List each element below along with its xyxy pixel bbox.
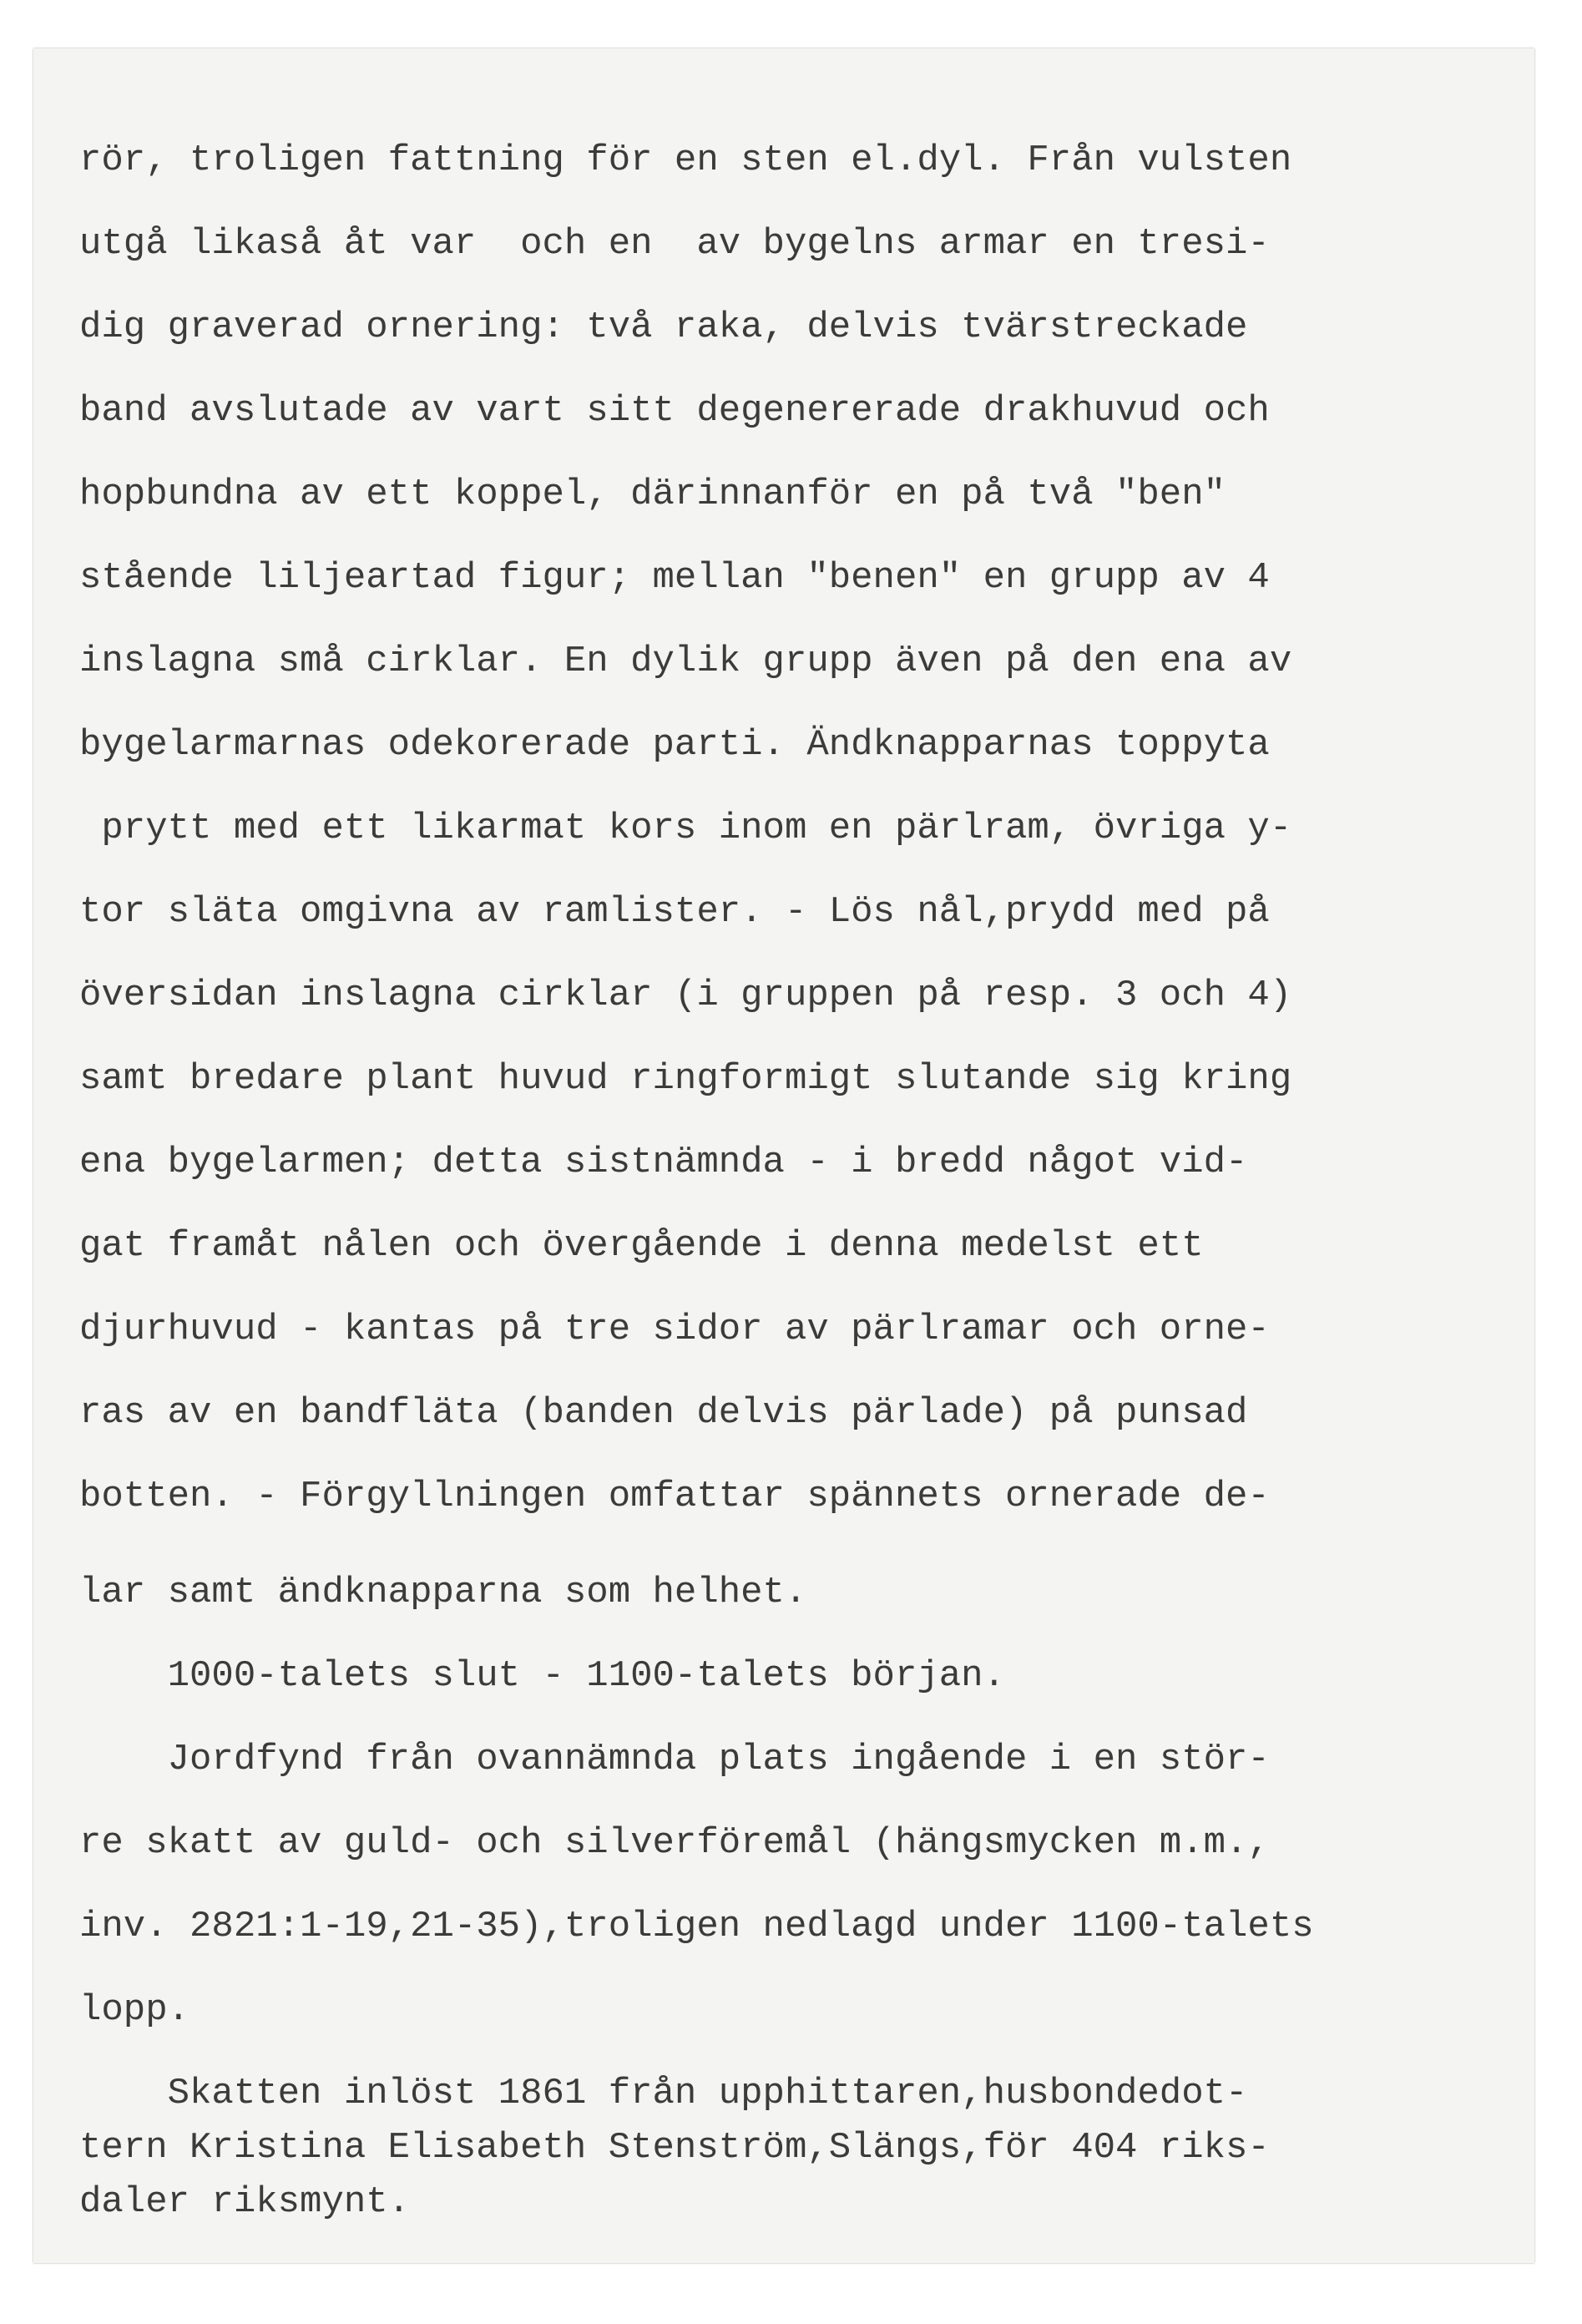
text-line: gat framåt nålen och övergående i denna medelst ett (79, 1225, 1204, 1267)
text-line: stående liljeartad figur; mellan "benen" en grupp av 4 (79, 557, 1270, 599)
text-line: 1000-talets slut - 1100-talets början. (79, 1655, 1005, 1697)
text-line: rör, troligen fattning för en sten el.dyl. Från vulsten (79, 139, 1292, 181)
text-line: botten. - Förgyllningen omfattar spännets ornerade de- (79, 1476, 1270, 1517)
text-line: bygelarmarnas odekorerade parti. Ändknapparnas toppyta (79, 724, 1270, 766)
text-line: ras av en bandfläta (banden delvis pärlade) på punsad (79, 1392, 1248, 1434)
text-line: re skatt av guld- och silverföremål (hängsmycken m.m., (79, 1822, 1270, 1864)
text-line: översidan inslagna cirklar (i gruppen på resp. 3 och 4) (79, 975, 1292, 1016)
text-line: band avslutade av vart sitt degenererade drakhuvud och (79, 390, 1270, 432)
text-line: dig graverad ornering: två raka, delvis tvärstreckade (79, 306, 1248, 348)
text-line: samt bredare plant huvud ringformigt slutande sig kring (79, 1058, 1292, 1100)
text-line: lar samt ändknapparna som helhet. (79, 1572, 807, 1613)
text-line: inv. 2821:1-19,21-35),troligen nedlagd under 1100-talets (79, 1906, 1314, 1947)
text-line: daler riksmynt. (79, 2181, 411, 2223)
text-line: djurhuvud - kantas på tre sidor av pärlramar och orne- (79, 1309, 1270, 1350)
text-line: ena bygelarmen; detta sistnämnda - i bredd något vid- (79, 1142, 1248, 1183)
text-line: Skatten inlöst 1861 från upphittaren,husbondedot- (79, 2073, 1248, 2114)
text-line: hopbundna av ett koppel, därinnanför en på två "ben" (79, 473, 1226, 515)
text-line: utgå likaså åt var och en av bygelns armar en tresi- (79, 223, 1270, 265)
text-line: tern Kristina Elisabeth Stenström,Slängs,för 404 riks- (79, 2127, 1270, 2169)
text-line: prytt med ett likarmat kors inom en pärlram, övriga y- (79, 808, 1292, 849)
text-line: Jordfynd från ovannämnda plats ingående i en stör- (79, 1739, 1270, 1780)
text-line: tor släta omgivna av ramlister. - Lös nål,prydd med på (79, 891, 1270, 933)
text-line: lopp. (79, 1989, 190, 2031)
text-line: inslagna små cirklar. En dylik grupp även på den ena av (79, 640, 1292, 682)
